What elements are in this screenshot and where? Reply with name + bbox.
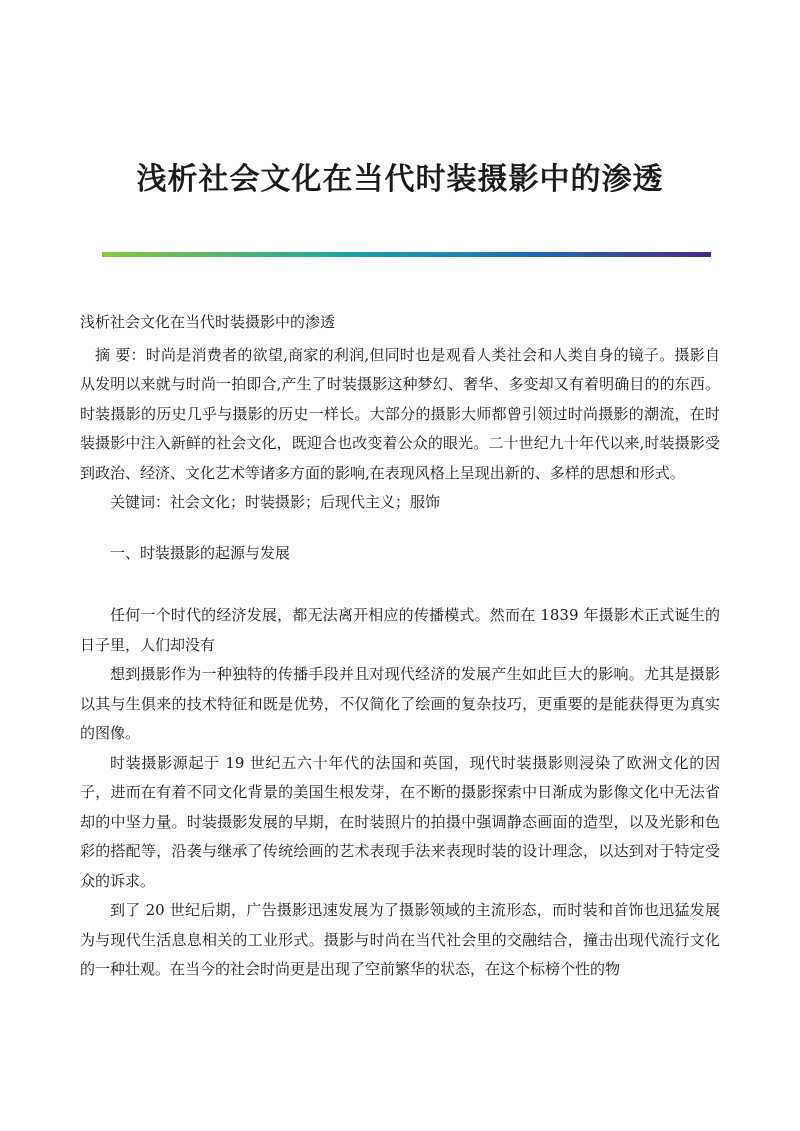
document-title: 浅析社会文化在当代时装摄影中的渗透 [136, 162, 664, 197]
body-paragraph: 任何一个时代的经济发展，都无法离开相应的传播模式。然而在 1839 年摄影术正式诞生的日子里，人们却没有 [80, 606, 720, 654]
abstract-paragraph: 摘 要：时尚是消费者的欲望,商家的利润,但同时也是观看人类社会和人类自身的镜子。摄影自从发明以来就与时尚一拍即合,产生了时装摄影这种梦幻、奢华、多变却又有着明确目的的东西。时装摄影的历史几乎与摄影的历史一样长。大部分的摄影大师都曾引领过时尚摄影的潮流，在时装摄影中注入新鲜的社会文化，既迎合也改变着公众的眼光。二十世纪九十年代以来,时装摄影受到政治、经济、文化艺术等诸多方面的影响,在表现风格上呈现出新的、多样的思想和形式。 [80, 345, 720, 482]
section-heading: 一、时装摄影的起源与发展 [110, 543, 291, 562]
document-subtitle: 浅析社会文化在当代时装摄影中的渗透 [80, 313, 336, 331]
title-divider [102, 252, 711, 257]
keywords-line: 关键词：社会文化；时装摄影；后现代主义；服饰 [110, 493, 441, 511]
body-paragraph: 想到摄影作为一种独特的传播手段并且对现代经济的发展产生如此巨大的影响。尤其是摄影以其与生俱来的技术特征和既是优势，不仅简化了绘画的复杂技巧，更重要的是能获得更为真实的图像。 [80, 665, 720, 742]
body-paragraph: 到了 20 世纪后期，广告摄影迅速发展为了摄影领域的主流形态，而时装和首饰也迅猛发展为与现代生活息息相关的工业形式。摄影与时尚在当代社会里的交融结合，撞击出现代流行文化的一种壮观。在当今的社会时尚更是出现了空前繁华的状态，在这个标榜个性的物 [80, 901, 720, 978]
document-body [80, 308, 720, 985]
body-paragraph: 时装摄影源起于 19 世纪五六十年代的法国和英国，现代时装摄影则浸染了欧洲文化的因子，进而在有着不同文化背景的美国生根发芽，在不断的摄影探索中日渐成为影像文化中无法省却的中坚力量。时装摄影发展的早期，在时装照片的拍摄中强调静态画面的造型，以及光影和色彩的搭配等，沿袭与继承了传统绘画的艺术表现手法来表现时装的设计理念，以达到对于特定受众的诉求。 [80, 753, 720, 890]
